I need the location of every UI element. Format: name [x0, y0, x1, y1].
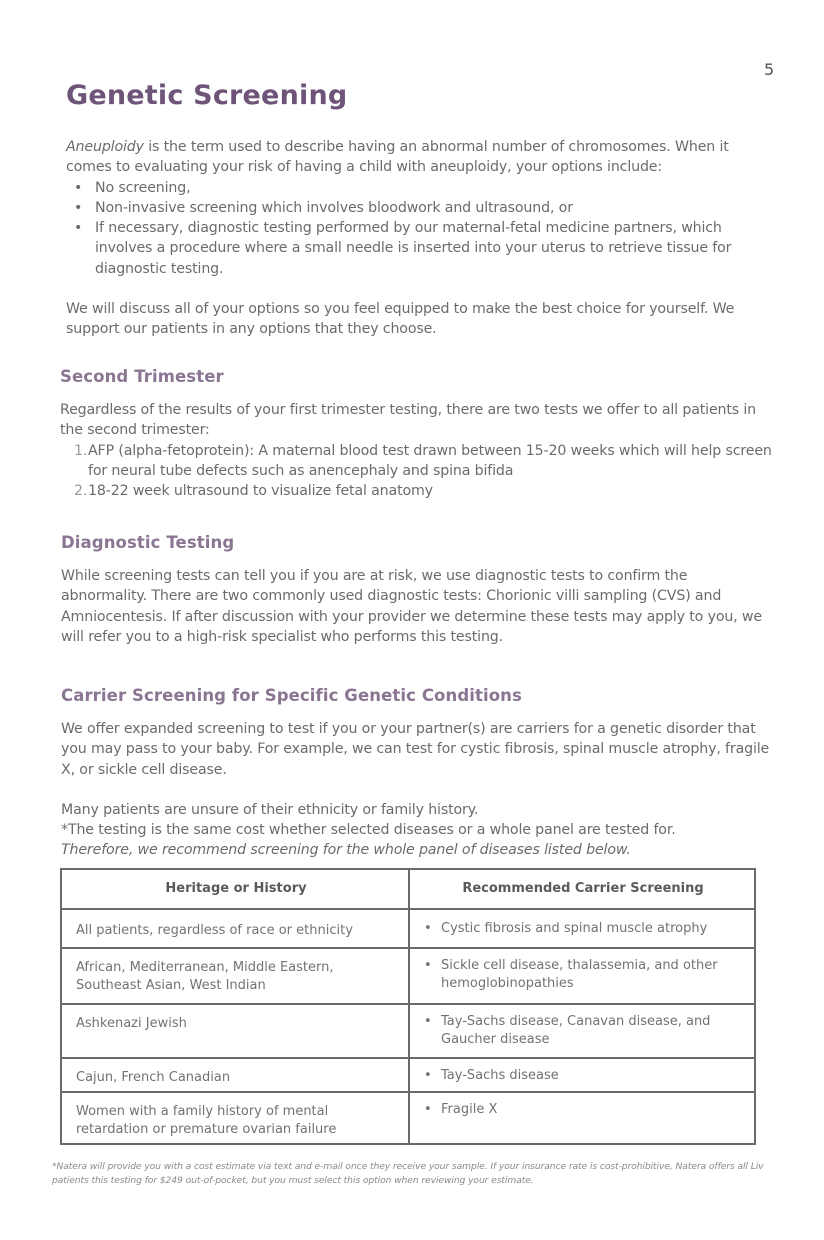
screening-item: • Cystic fibrosis and spinal muscle atrophy: [424, 920, 742, 938]
intro-section: [66, 137, 776, 340]
screening-item: • Tay-Sachs disease, Canavan disease, and Gaucher disease: [424, 1013, 742, 1049]
table-row: [61, 1092, 755, 1144]
intro-text: is the term used to describe having an abnormal number of chromosomes. When it comes to evaluating your risk of having a child with aneuploidy, your options include:: [66, 139, 729, 176]
carrier-note-2: *The testing is the same cost whether selected diseases or a whole panel are tested for.: [61, 822, 676, 839]
screening-cell: [409, 1004, 755, 1058]
test-item: [60, 481, 772, 501]
carrier-screening-table: [60, 868, 756, 1145]
screening-cell: [409, 948, 755, 1004]
screening-item: • Fragile X: [424, 1101, 742, 1119]
heritage-cell: Ashkenazi Jewish: [61, 1004, 409, 1058]
options-list: [66, 178, 776, 279]
test-number: 1.: [74, 442, 88, 459]
test-number: 2.: [74, 483, 88, 500]
heritage-cell: All patients, regardless of race or ethnicity: [61, 909, 409, 948]
table-row: [61, 948, 755, 1004]
heritage-cell: African, Mediterranean, Middle Eastern, Southeast Asian, West Indian: [61, 948, 409, 1004]
second-trimester-section: [60, 367, 770, 386]
column-header-heritage: Heritage or History: [61, 869, 409, 909]
intro-term: Aneuploidy: [66, 139, 144, 155]
table-row: [61, 1004, 755, 1058]
carrier-screening-text: We offer expanded screening to test if you or your partner(s) are carriers for a genetic disorder that you may pass to your baby. For example, we can test for cystic fibrosis, spinal muscle atrophy, fragile X, or sickle cell disease.: [61, 721, 770, 778]
screening-item: • Sickle cell disease, thalassemia, and other hemoglobinopathies: [424, 957, 742, 993]
option-item: • If necessary, diagnostic testing performed by our maternal-fetal medicine partners, which involves a procedure where a small needle is inserted into your uterus to retrieve tissue for diagnostic testing.: [66, 218, 776, 279]
diagnostic-testing-body: [61, 566, 773, 647]
screening-cell: [409, 1092, 755, 1144]
second-trimester-body: [60, 400, 772, 501]
page-title: Genetic Screening: [66, 80, 348, 111]
screening-item: • Tay-Sachs disease: [424, 1067, 742, 1085]
test-text: 18-22 week ultrasound to visualize fetal anatomy: [88, 483, 433, 500]
page-number: 5: [764, 60, 775, 79]
table-row: [61, 909, 755, 948]
carrier-screening-section: [61, 686, 771, 705]
diagnostic-testing-section: [61, 533, 771, 552]
section-heading-second-trimester: Second Trimester: [60, 367, 224, 386]
section-heading-carrier-screening: Carrier Screening for Specific Genetic Conditions: [61, 686, 522, 705]
test-item: [60, 441, 772, 482]
table-row: [61, 1058, 755, 1092]
option-item: • No screening,: [66, 178, 776, 198]
column-header-screening: Recommended Carrier Screening: [409, 869, 755, 909]
intro-closing: We will discuss all of your options so you feel equipped to make the best choice for yourself. We support our patients in any options that they choose.: [66, 301, 735, 338]
section-heading-diagnostic-testing: Diagnostic Testing: [61, 533, 235, 552]
screening-cell: [409, 909, 755, 948]
second-trimester-text: Regardless of the results of your first trimester testing, there are two tests we offer to all patients in the second trimester:: [60, 402, 757, 439]
carrier-note-3: Therefore, we recommend screening for the whole panel of diseases listed below.: [61, 842, 631, 859]
heritage-cell: Women with a family history of mental retardation or premature ovarian failure: [61, 1092, 409, 1144]
carrier-screening-body: [61, 719, 773, 861]
diagnostic-testing-text: While screening tests can tell you if you are at risk, we use diagnostic tests to confirm the abnormality. There are two commonly used diagnostic tests: Chorionic villi sampling (CVS) and Amniocentesis. If after discussion with your provider we determine these tests may apply to you, we will refer you to a high-risk specialist who performs this testing.: [61, 568, 762, 645]
heritage-cell: Cajun, French Canadian: [61, 1058, 409, 1092]
intro-paragraph: [66, 137, 776, 178]
table-header-row: [61, 869, 755, 909]
test-text: AFP (alpha-fetoprotein): A maternal blood test drawn between 15-20 weeks which will help screen for neural tube defects such as anencephaly and spina bifida: [88, 442, 772, 479]
option-item: • Non-invasive screening which involves bloodwork and ultrasound, or: [66, 198, 776, 218]
carrier-note-1: Many patients are unsure of their ethnicity or family history.: [61, 801, 479, 818]
screening-cell: [409, 1058, 755, 1092]
footnote: *Natera will provide you with a cost estimate via text and e-mail once they receive your sample. If your insurance rate is cost-prohibitive, Natera offers all Liv patients this testing for $249 out-of-pocket, but you must select this option when reviewing your estimate.: [52, 1161, 764, 1186]
second-trimester-tests: [60, 441, 772, 502]
